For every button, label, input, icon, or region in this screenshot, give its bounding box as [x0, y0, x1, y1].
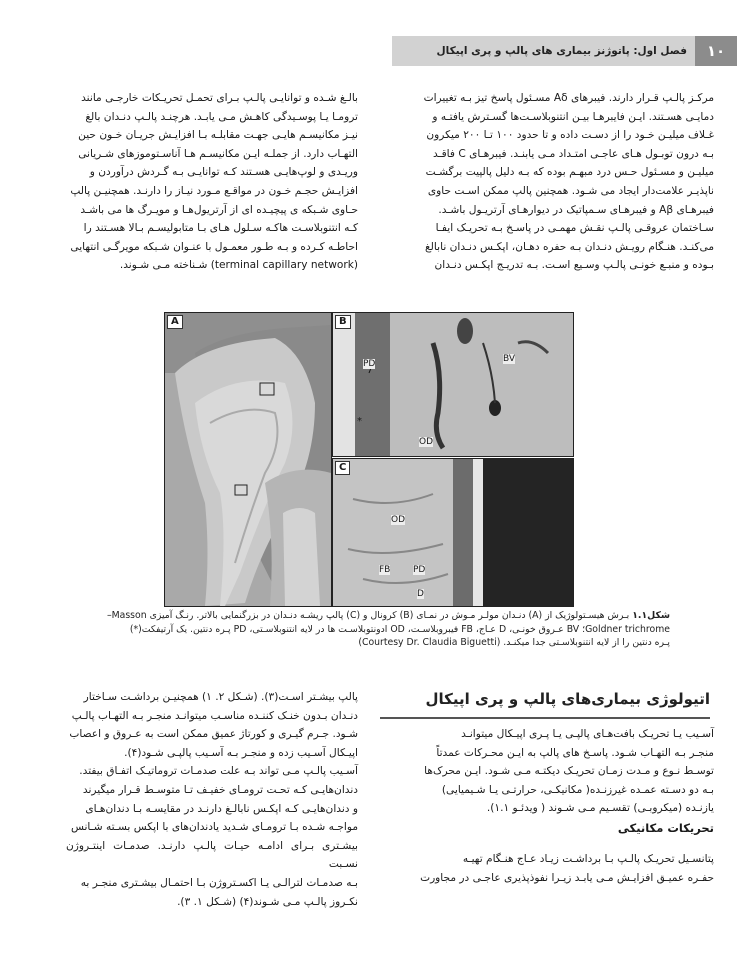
tooth-section-image	[165, 313, 331, 606]
text-line: پالپ بیشـتر اسـت(۳). (شـکل ۲. ۱) همچنیـن برداشـت سـاختار	[83, 691, 358, 703]
text-line: پتانسـیل تحریـک پالـپ بـا برداشـت زیـاد عـاج هنـگام تهیـه	[462, 853, 714, 865]
text-line: میلیـن و مسـئول حـس درد مبهـم بوده که بـه دلیل پالپیت برگشـت	[425, 166, 714, 179]
text-line: دمایـی هسـتند. ایـن فایبرهـا بیـن انتنوبلاسـت‌ها گسـترش یافتـه و	[432, 110, 714, 123]
pd-label-b: PD	[363, 359, 376, 369]
text-line: التهـاب دارد. از جملـه ایـن مکانیسـم هـا آناسـتوموزهای شـریانی	[78, 147, 358, 160]
text-line: غـلاف میلیـن خـود را از دسـت داده و تا حدود ۱۰۰ تـا ۲۰۰ میکرون	[426, 129, 714, 142]
running-title: فصل اول: پاتوژنز بیماری های پالپ و پری اپیکال	[436, 45, 687, 57]
figure-panel-b	[332, 312, 574, 457]
text-line: سـاختمان عروقـی پالـپ نقـش مهمـی در پاسـخ بـه تحریـک ایفـا	[435, 222, 714, 235]
bv-label: BV	[503, 354, 516, 364]
text-line: ترومـا یـا پوسـیدگی کاهـش مـی یابـد. هرچنـد پالـپ دنـدان بالغ	[85, 110, 358, 123]
panel-c-label: C	[335, 461, 350, 475]
text-line: وریـدی و لوپ‌هایـی هسـتند کـه توانایـی بـه گـردش درآوردن و	[89, 166, 358, 179]
text-line: نیـز مکانیسـم هایـی جهـت مقابلـه بـا افزایـش جریـان خـون حین	[78, 129, 358, 142]
text-line: نکـروز پالـپ مـی شـوند(۴) (شـکل ۱. ۳).	[177, 895, 358, 908]
text-line: کـه انتنوبلاسـت هاکـه سـلول هـای بـا متابولیسـم بـالا هسـتند را	[83, 222, 358, 235]
text-line: توسـط نـوع و مـدت زمـان تحریـک دیکتـه مـی شـود. ایـن محرک‌ها	[424, 765, 714, 778]
text-line: آسـیب یـا تحریـک بافت‌هـای پالپـی یـا پـری اپیـکال میتوانـد	[461, 728, 714, 740]
panel-a-label: A	[167, 315, 183, 329]
running-header	[392, 36, 737, 66]
text-line: اپیـکال آسـیب زده و منجـر بـه آسـیب پالپـی شـود(۴).	[124, 746, 358, 759]
figure-panel-a	[164, 312, 332, 607]
text-line: بـه دو دسـته عمـده غیرزنـده( مکانیکـی، حرارتـی یـا شـیمیایی)	[441, 783, 714, 796]
text-line: حفـره عمیـق افزایـش مـی یابـد زیـرا نفوذپذیری عاجـی در مجاورت	[420, 871, 714, 884]
section-rule	[380, 717, 710, 719]
top-left-column	[66, 89, 358, 275]
top-right-column	[382, 89, 714, 275]
text-line: احاطـه کـرده و بـه طـور معمـول با عنـوان شـبکه مویرگـی انتهایی	[70, 240, 358, 253]
text-line: شـود. جـرم گیـری و کورتاژ عمیق ممکن است به عـروق و اعصاب	[69, 728, 358, 741]
bottom-right-column	[382, 725, 714, 818]
text-line: بـه درون توبـول هـای عاجـی امتـداد مـی یابنـد. فیبرهـای C فاقـد	[432, 147, 714, 160]
caption-line-1: بـرش هیسـتولوژیک از (A) دنـدان مولـر مـوش در نمـای (B) کرونال و (C) پالپ ریشـه دنـدان در بزرگنمایی بالاتر. رنـگ آمیزی Masson–	[106, 610, 630, 621]
text-line: بـه صدمـات لترالـی یـا اکسـتروژن بـا احتمـال بیشـتری منجـر به	[80, 876, 358, 889]
od-label-b: OD	[419, 437, 434, 447]
artifact-star: *	[357, 416, 362, 427]
text-line: (terminal capillary network) شـناخته مـی شـوند.	[119, 259, 358, 272]
page-number: ١٠	[695, 36, 737, 66]
caption-prefix: شکل۱.۱	[632, 610, 670, 621]
text-line: دنـدان بـدون خنـک کننـده مناسـب میتوانـد منجـر بـه التهـاب پالـپ	[71, 709, 358, 722]
bottom-right-column-2	[382, 850, 714, 887]
figure-caption	[70, 609, 670, 650]
text-line: و دندان‌هایـی کـه اپکـس نابالـغ دارنـد در مقایسـه بـا دندان‌هـای	[85, 802, 358, 815]
caption-line-2: Goldner trichrome؛ BV عـروق خونـی، D عـاج، FB فیبروبلاسـت، OD ادونتوبلاسـت ها در لایه انتنوبلاسـتی، PD پـره دنتین. یک آرتیفکت(*)	[129, 623, 670, 635]
text-line: حـاوی شـبکه ی پیچیـده ای از آرتریول‌هـا و مویـرگ ها می باشـد	[80, 203, 358, 216]
text-line: فیبرهـای Aβ و فیبرهـای سـمپاتیک در دیوارهـای آرتریـول باشـد.	[438, 203, 714, 216]
section-title: اتیولوژی بیماری‌های پالپ و پری اپیکال	[425, 690, 710, 708]
text-line: بالـغ شـده و توانایـی پالـپ بـرای تحمـل تحریـکات خارجـی مانند	[81, 92, 358, 104]
text-line: ناپذیـر علامت‌دار ایجاد می شـود. همچنین پالپ ممکن اسـت حاوی	[427, 184, 714, 197]
bottom-left-column	[66, 688, 358, 911]
text-line: بیشـتری بـرای ادامـه حیـات پالـپ دارنـد. صدمـات اینتـروژن نسـبت	[66, 839, 358, 871]
text-line: آسـیب پالـپ مـی تواند بـه علت صدمـات تروماتیـک اتفـاق بیفتد.	[79, 765, 358, 778]
figure-panel-c	[332, 458, 574, 607]
coronal-pulp-image	[333, 313, 573, 456]
caption-line-3: پـره دنتین را از لایه انتنوبلاسـتی جدا میکنـد. (Courtesy Dr. Claudia Biguetti)	[358, 637, 670, 648]
histology-figure	[164, 312, 574, 608]
text-line: دندان‌هایـی کـه تحـت ترومـای خفیـف تـا متوسـط قـرار میگیرند	[82, 783, 358, 796]
fb-label: FB	[379, 565, 391, 575]
od-label-c: OD	[391, 515, 406, 525]
pd-label-c: PD	[413, 565, 426, 575]
text-line: یازنـده (میکروبـی) تقسـیم مـی شـوند ( ویدئـو ۱.۱).	[486, 802, 714, 815]
text-line: مواجـه شـده بـا ترومـای شـدید یادندان‌های با اپکس بسـته شـانس	[70, 821, 358, 834]
d-label: D	[417, 589, 424, 599]
text-line: افزایـش حجـم خـون در مواقـع مـورد نیـاز را دارنـد. همچنیـن پالپ	[70, 184, 358, 197]
root-pulp-image	[333, 459, 573, 606]
text-line: مرکـز پالـپ قـرار دارند. فیبرهای Aδ مسـئول پاسخ تیز بـه تغییرات	[423, 92, 714, 104]
subheading-mechanical: تحریکات مکانیکی	[617, 821, 714, 835]
text-line: می‌کنـد. هنـگام رویـش دنـدان بـه حفره دهـان، اپکـس دنـدان نابالغ	[425, 240, 714, 253]
panel-b-label: B	[335, 315, 351, 329]
text-line: منجـر بـه التهـاب شـود. پاسـخ های پالپ به ایـن محـرکات عمدتاً	[436, 746, 714, 759]
text-line: بـوده و منبـع خونـی پالـپ وسـیع اسـت. بـه تدریـج اپکـس دنـدان	[434, 259, 714, 272]
